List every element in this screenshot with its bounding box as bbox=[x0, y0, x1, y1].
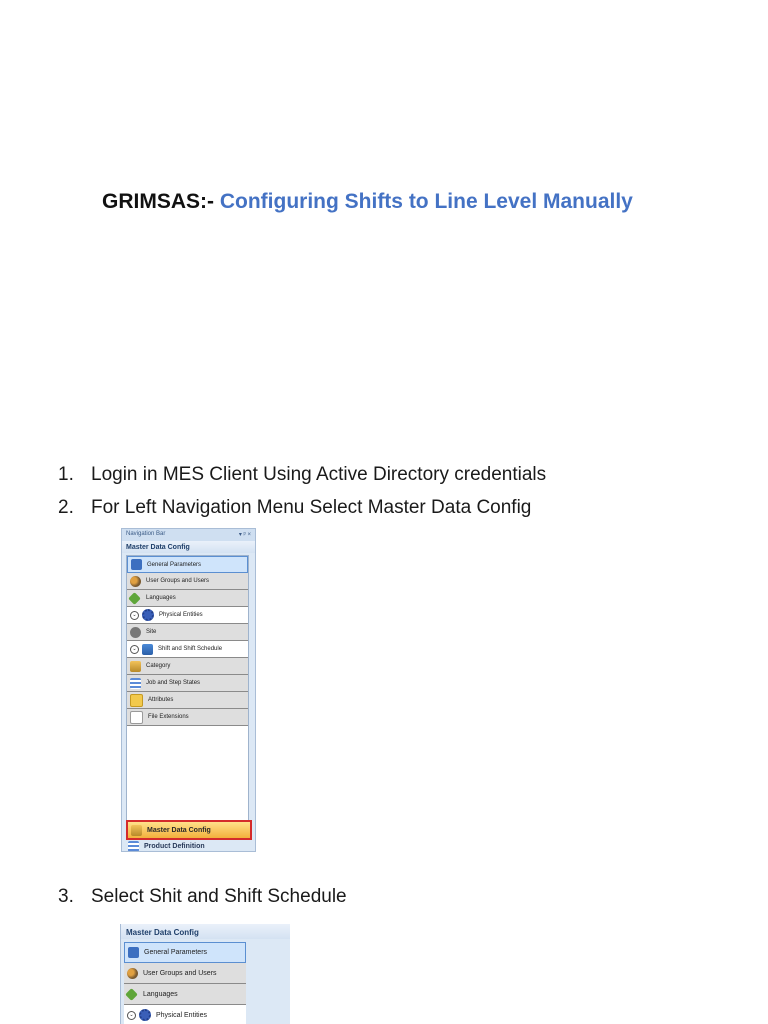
step-text: Login in MES Client Using Active Directory credentials bbox=[91, 464, 547, 485]
step-number: 3. bbox=[58, 886, 74, 907]
step-2 bbox=[58, 497, 531, 519]
site-icon bbox=[130, 627, 141, 638]
users-icon bbox=[127, 968, 138, 979]
nav-item-label: Job and Step States bbox=[146, 680, 201, 686]
nav-item-user-groups[interactable] bbox=[124, 963, 246, 984]
nav-item-label: General Parameters bbox=[144, 949, 208, 956]
nav-section-title: Master Data Config bbox=[122, 541, 255, 553]
expand-icon[interactable]: ⌄ bbox=[127, 1011, 136, 1020]
step-text: Select Shit and Shift Schedule bbox=[91, 886, 347, 907]
title-prefix: GRIMSAS:- bbox=[102, 190, 214, 213]
expand-icon[interactable]: ⌄ bbox=[130, 645, 139, 654]
master-data-label: Master Data Config bbox=[147, 826, 211, 834]
product-definition-button[interactable] bbox=[128, 841, 205, 852]
category-icon bbox=[130, 661, 141, 672]
gear-icon bbox=[139, 1009, 151, 1021]
nav-item-label: Attributes bbox=[148, 697, 174, 703]
step-number: 1. bbox=[58, 464, 74, 485]
step-3 bbox=[58, 886, 347, 908]
master-data-config-button[interactable] bbox=[126, 820, 252, 840]
nav-item-site[interactable] bbox=[127, 624, 248, 641]
nav-item-list bbox=[126, 555, 249, 837]
file-icon bbox=[130, 711, 143, 724]
parameters-icon bbox=[131, 559, 142, 570]
nav-item-general-parameters[interactable] bbox=[127, 556, 248, 573]
step-1 bbox=[58, 464, 546, 486]
nav-item-label: User Groups and Users bbox=[143, 969, 217, 977]
gear-icon bbox=[142, 609, 154, 621]
nav-item-label: Physical Entities bbox=[159, 612, 203, 618]
nav-item-languages[interactable] bbox=[127, 590, 248, 607]
title-accent: Configuring Shifts to Line Level Manually bbox=[219, 190, 633, 213]
languages-icon bbox=[125, 988, 138, 1001]
nav-item-user-groups[interactable] bbox=[127, 573, 248, 590]
nav-item-category[interactable] bbox=[127, 658, 248, 675]
nav-item-languages[interactable] bbox=[124, 984, 246, 1005]
document-title bbox=[102, 190, 633, 214]
navigation-bar-screenshot-2 bbox=[120, 924, 290, 1024]
states-icon bbox=[130, 678, 141, 689]
nav-item-physical-entities[interactable] bbox=[124, 1005, 246, 1024]
step-number: 2. bbox=[58, 497, 74, 518]
nav-item-label: Shift and Shift Schedule bbox=[158, 646, 223, 652]
nav-item-general-parameters[interactable] bbox=[124, 942, 246, 963]
nav-section-title: Master Data Config bbox=[121, 924, 290, 939]
nav-item-label: Languages bbox=[146, 595, 176, 601]
users-icon bbox=[130, 576, 141, 587]
parameters-icon bbox=[128, 947, 139, 958]
nav-header-controls: ▾ ᵖ × bbox=[238, 532, 251, 538]
expand-icon[interactable]: ⌄ bbox=[130, 611, 139, 620]
navigation-bar-screenshot bbox=[121, 528, 256, 852]
nav-item-label: Physical Entities bbox=[156, 1011, 207, 1019]
nav-item-label: Site bbox=[146, 629, 157, 635]
languages-icon bbox=[128, 592, 141, 605]
nav-header bbox=[122, 529, 255, 541]
nav-item-job-step-states[interactable] bbox=[127, 675, 248, 692]
calendar-icon bbox=[142, 644, 153, 655]
attributes-icon bbox=[130, 694, 143, 707]
nav-item-list bbox=[124, 942, 246, 1024]
nav-item-label: File Extensions bbox=[148, 714, 189, 720]
nav-item-label: User Groups and Users bbox=[146, 578, 210, 584]
nav-item-label: Category bbox=[146, 663, 171, 669]
nav-item-attributes[interactable] bbox=[127, 692, 248, 709]
step-text: For Left Navigation Menu Select Master Data Config bbox=[91, 497, 532, 518]
product-definition-label: Product Definition bbox=[144, 843, 205, 850]
nav-item-label: General Parameters bbox=[147, 561, 202, 568]
nav-item-label: Languages bbox=[143, 990, 178, 998]
nav-item-shift-schedule[interactable] bbox=[127, 641, 248, 658]
nav-header-title: Navigation Bar bbox=[126, 531, 166, 537]
product-definition-icon bbox=[128, 841, 139, 852]
nav-item-file-extensions[interactable] bbox=[127, 709, 248, 726]
nav-item-physical-entities[interactable] bbox=[127, 607, 248, 624]
master-data-icon bbox=[131, 825, 142, 836]
